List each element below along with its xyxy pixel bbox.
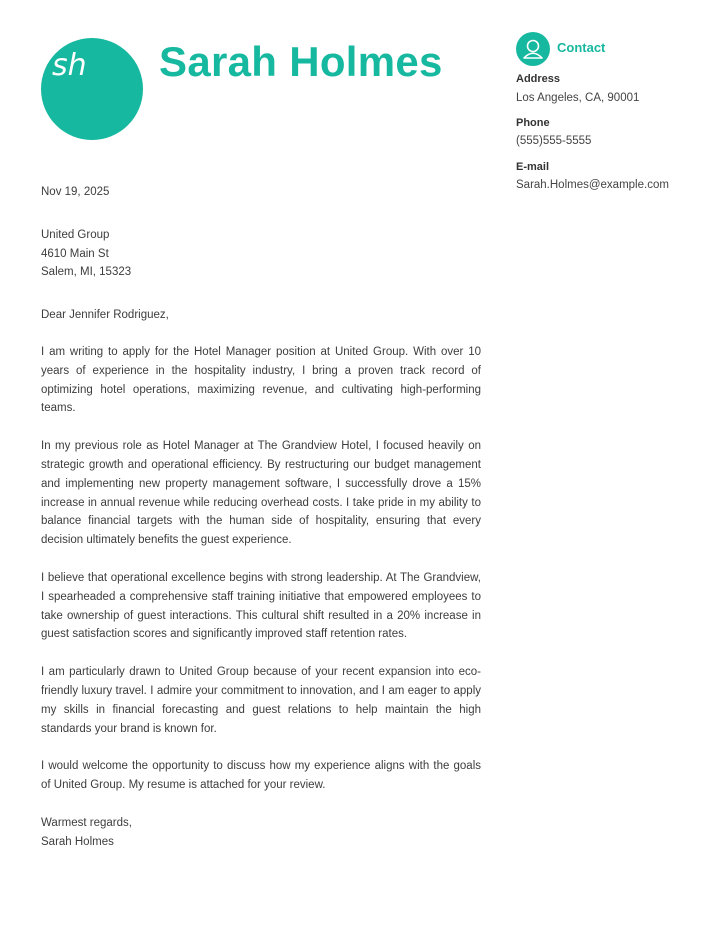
email-label: E-mail: [516, 161, 550, 173]
body-paragraph: I am writing to apply for the Hotel Manager position at United Group. With over 10 years of experience in the hospitality industry, I bring a proven track record of optimizing hotel operations, maximizing revenue, and cultivating high-performing teams.: [41, 345, 481, 415]
closing: Warmest regards,: [41, 816, 132, 829]
recipient-address: [41, 226, 481, 282]
body-paragraph: In my previous role as Hotel Manager at The Grandview Hotel, I focused heavily on strategic growth and operational efficiency. By restructuring our budget management and implementing new property management software, I successfully drove a 15% increase in annual revenue while reducing overhead costs. I take pride in my ability to balance financial targets with the human side of hospitality, ensuring that every decision ultimately benefits the guest experience.: [41, 440, 481, 547]
body-paragraph: I would welcome the opportunity to discuss how my experience aligns with the goals of United Group. My resume is attached for your review.: [41, 760, 481, 792]
address-label: Address: [516, 73, 561, 85]
signature-name: Sarah Holmes: [41, 835, 114, 848]
applicant-name: Sarah Holmes: [159, 38, 443, 85]
recipient-city: Salem, MI, 15323: [41, 266, 132, 279]
recipient-street: 4610 Main St: [41, 247, 109, 260]
letter-date: Nov 19, 2025: [41, 186, 110, 198]
salutation: Dear Jennifer Rodriguez,: [41, 309, 169, 322]
address-value: Los Angeles, CA, 90001: [516, 92, 640, 104]
contact-heading: Contact: [557, 40, 606, 55]
phone-value: (555)555-5555: [516, 135, 592, 147]
email-value: Sarah.Holmes@example.com: [516, 179, 669, 191]
letter-body: [41, 183, 481, 852]
phone-label: Phone: [516, 117, 550, 129]
body-paragraph: I am particularly drawn to United Group because of your recent expansion into eco-friendly luxury travel. I admire your commitment to innovation, and I am eager to apply my skills in financial forecasting and guest relations to help maintain the high standards your brand is known for.: [41, 666, 481, 735]
recipient-company: United Group: [41, 228, 110, 241]
monogram-initials: sh: [52, 48, 87, 83]
person-icon: [516, 32, 550, 66]
body-paragraph: I believe that operational excellence begins with strong leadership. At The Grandview, I spearheaded a comprehensive staff training initiative that empowered employees to take ownership of guest interactions. This cultural shift resulted in a 20% increase in guest satisfaction scores and significantly improved staff retention rates.: [41, 571, 481, 641]
